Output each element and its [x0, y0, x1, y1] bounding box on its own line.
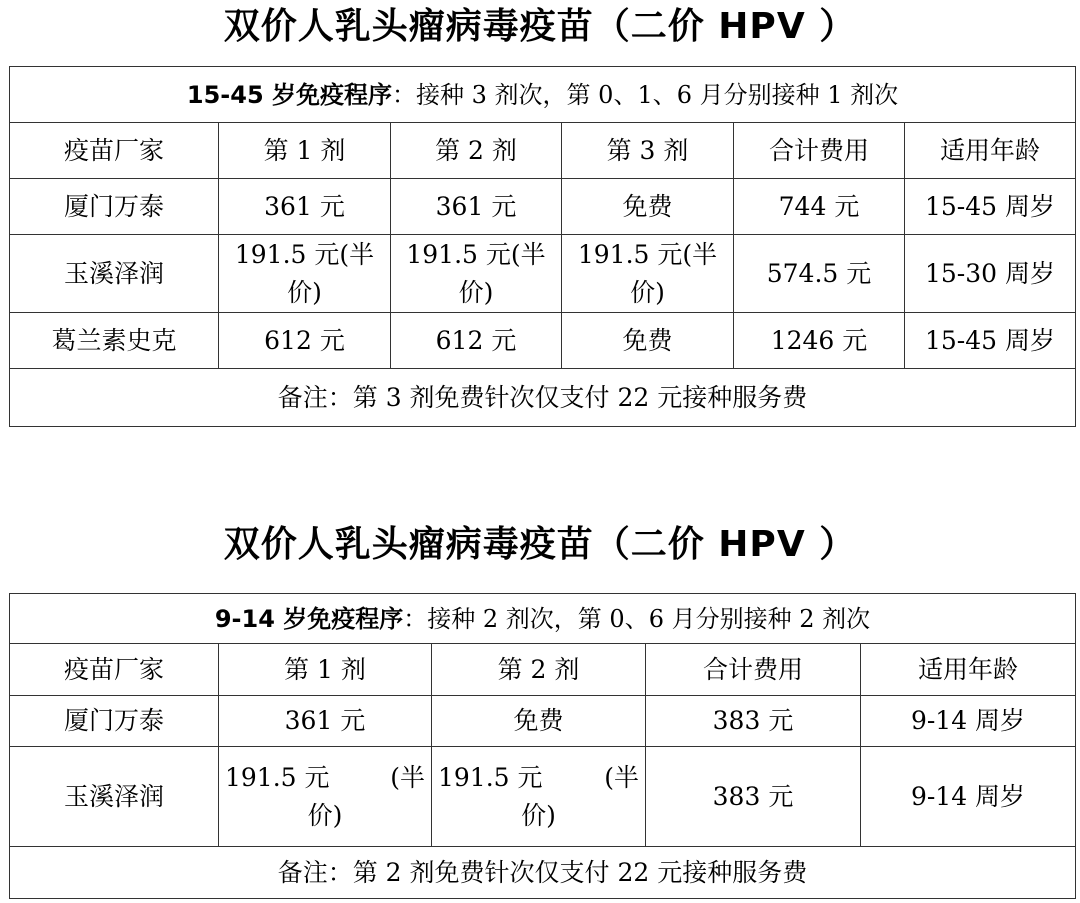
column-header: 适用年龄: [861, 644, 1076, 696]
schedule-text: ：接种 3 剂次，第 0、1、6 月分别接种 1 剂次: [392, 80, 899, 109]
table-cell: 9-14 周岁: [861, 747, 1076, 847]
half-price-close: 价): [307, 800, 343, 830]
table-cell: 免费: [562, 313, 734, 369]
schedule-text: ：接种 2 剂次，第 0、6 月分别接种 2 剂次: [403, 604, 871, 633]
table-row: [10, 179, 1076, 235]
column-header: 第 1 剂: [219, 123, 391, 179]
table-cell: [562, 235, 734, 313]
schedule-label: 15-45 岁免疫程序: [186, 80, 393, 109]
table-cell: 612 元: [219, 313, 391, 369]
table-cell: 744 元: [734, 179, 905, 235]
table-cell: 葛兰素史克: [10, 313, 219, 369]
table-cell: 1246 元: [734, 313, 905, 369]
table-cell: 574.5 元: [734, 235, 905, 313]
price-half-cell: [438, 759, 639, 797]
schedule-label: 9-14 岁免疫程序: [214, 604, 404, 633]
section1-title: 双价人乳头瘤病毒疫苗（二价 HPV ）: [223, 6, 857, 47]
note-row: [10, 847, 1076, 899]
schedule-row: [10, 67, 1076, 123]
table-cell: 厦门万泰: [10, 696, 219, 747]
column-header: 合计费用: [646, 644, 861, 696]
column-header: 合计费用: [734, 123, 905, 179]
column-header: 第 1 剂: [219, 644, 432, 696]
header-row: [10, 123, 1076, 179]
half-price-open: (半: [604, 762, 639, 792]
table-row: [10, 696, 1076, 747]
table-cell: [391, 235, 562, 313]
table-cell: 383 元: [646, 696, 861, 747]
table-cell: 免费: [562, 179, 734, 235]
table-cell: [219, 235, 391, 313]
schedule-cell: [10, 67, 1076, 123]
price-half-cell: [225, 759, 425, 797]
column-header: 疫苗厂家: [10, 644, 219, 696]
price-text: 191.5 元: [225, 762, 330, 792]
table-cell: 361 元: [219, 179, 391, 235]
price-half-cell: 191.5 元(半价): [406, 239, 546, 307]
table-cell: [432, 747, 646, 847]
table-cell: 15-45 周岁: [905, 313, 1076, 369]
table-row: [10, 235, 1076, 313]
table-row: [10, 747, 1076, 847]
table-cell: 玉溪泽润: [10, 747, 219, 847]
column-header: 第 3 剂: [562, 123, 734, 179]
table-cell: 免费: [432, 696, 646, 747]
table-cell: 厦门万泰: [10, 179, 219, 235]
price-half-cell: 191.5 元(半价): [577, 239, 718, 307]
table-cell: 9-14 周岁: [861, 696, 1076, 747]
column-header: 疫苗厂家: [10, 123, 219, 179]
vaccine-table-9-14: [9, 593, 1076, 899]
note-cell: 备注：第 3 剂免费针次仅支付 22 元接种服务费: [10, 369, 1076, 427]
price-half-cell: 191.5 元(半价): [234, 239, 375, 307]
table-cell: 612 元: [391, 313, 562, 369]
column-header: 第 2 剂: [391, 123, 562, 179]
schedule-row: [10, 594, 1076, 644]
table-cell: 玉溪泽润: [10, 235, 219, 313]
vaccine-table-15-45: [9, 66, 1076, 427]
section2-title: 双价人乳头瘤病毒疫苗（二价 HPV ）: [223, 524, 857, 565]
table-row: [10, 313, 1076, 369]
table-cell: [219, 747, 432, 847]
table-cell: 383 元: [646, 747, 861, 847]
price-text: 191.5 元: [438, 762, 543, 792]
table-cell: 361 元: [391, 179, 562, 235]
column-header: 第 2 剂: [432, 644, 646, 696]
half-price-close: 价): [521, 800, 556, 830]
column-header: 适用年龄: [905, 123, 1076, 179]
table-cell: 15-45 周岁: [905, 179, 1076, 235]
note-row: [10, 369, 1076, 427]
header-row: [10, 644, 1076, 696]
note-cell: 备注：第 2 剂免费针次仅支付 22 元接种服务费: [10, 847, 1076, 899]
schedule-cell: [10, 594, 1076, 644]
half-price-open: (半: [390, 762, 425, 792]
table-cell: 361 元: [219, 696, 432, 747]
table-cell: 15-30 周岁: [905, 235, 1076, 313]
